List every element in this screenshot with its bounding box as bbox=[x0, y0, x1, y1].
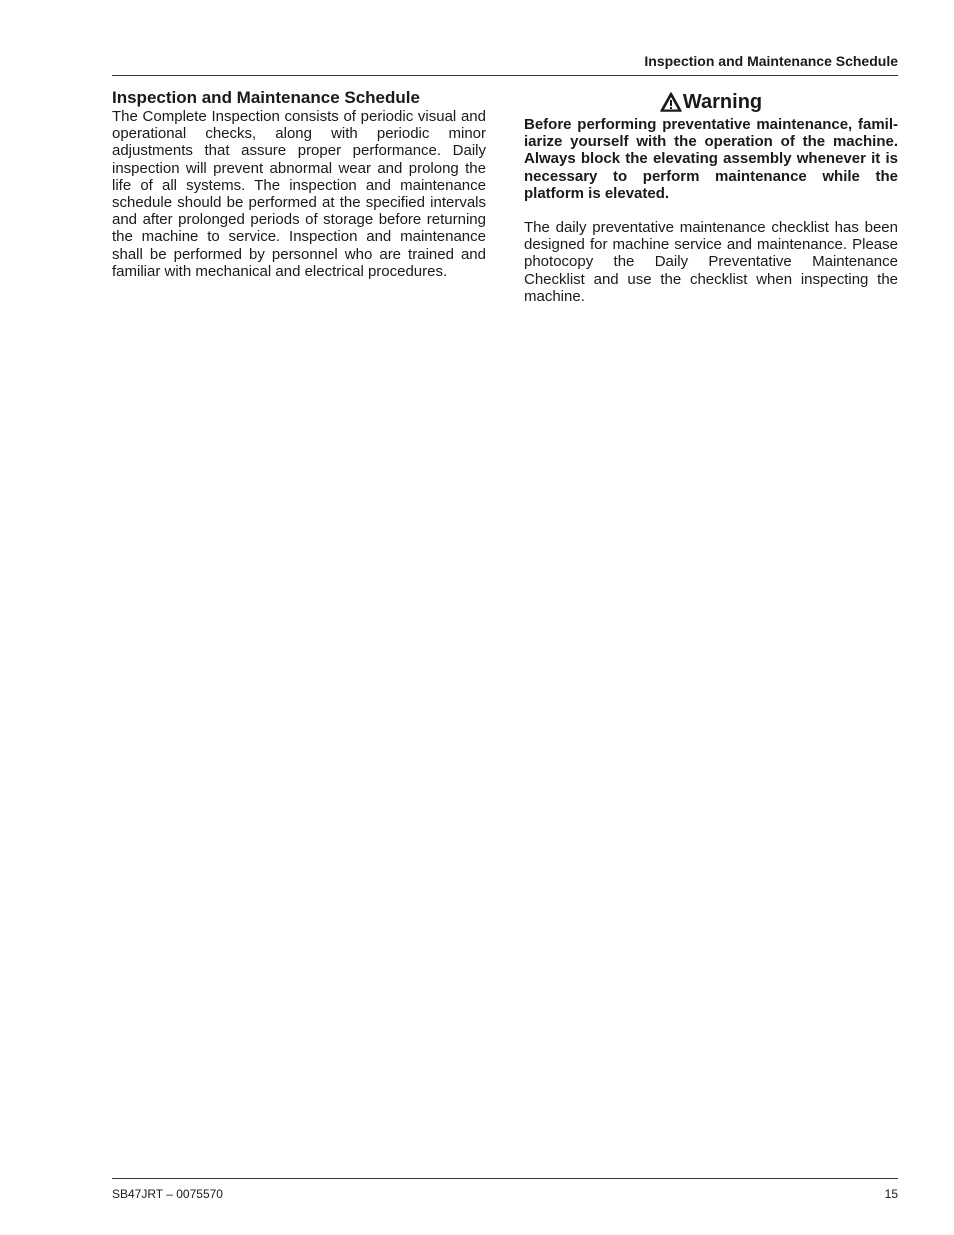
document-id: SB47JRT – 0075570 bbox=[112, 1187, 223, 1201]
intro-paragraph: The Complete Inspection consists of periodic visual and operational checks, along with periodic minor adjustments that assure proper performance. Daily inspection will prevent abnormal wear and prolong the life of all systems. The inspection and maintenance schedule should be performed at the specified intervals and after prolonged periods of storage before returning the machine to service. Inspection and maintenance shall be performed by personnel who are trained and familiar with mechanical and electrical procedures. bbox=[112, 108, 486, 280]
footer-rule bbox=[112, 1178, 898, 1179]
header-rule bbox=[112, 75, 898, 76]
checklist-paragraph: The daily preventative maintenance checklist has been designed for machine service and maintenance. Please photocopy the Daily Preventative Maintenance Checklist and use the checklist when inspecting the machine. bbox=[524, 219, 898, 305]
warning-title: Warning bbox=[682, 91, 763, 113]
right-column bbox=[524, 88, 898, 305]
warning-heading bbox=[524, 88, 898, 116]
left-column bbox=[112, 88, 486, 280]
running-header: Inspection and Maintenance Schedule bbox=[644, 53, 898, 69]
section-heading: Inspection and Maintenance Schedule bbox=[112, 88, 420, 107]
warning-text: Before performing preventative maintenance, familiarize yourself with the operation of the machine. Always block the elevating assembly whenever it is necessary to perform maintenance while the platform is elevated. bbox=[524, 116, 898, 202]
page-number: 15 bbox=[884, 1187, 898, 1201]
warning-triangle-icon bbox=[660, 92, 682, 112]
